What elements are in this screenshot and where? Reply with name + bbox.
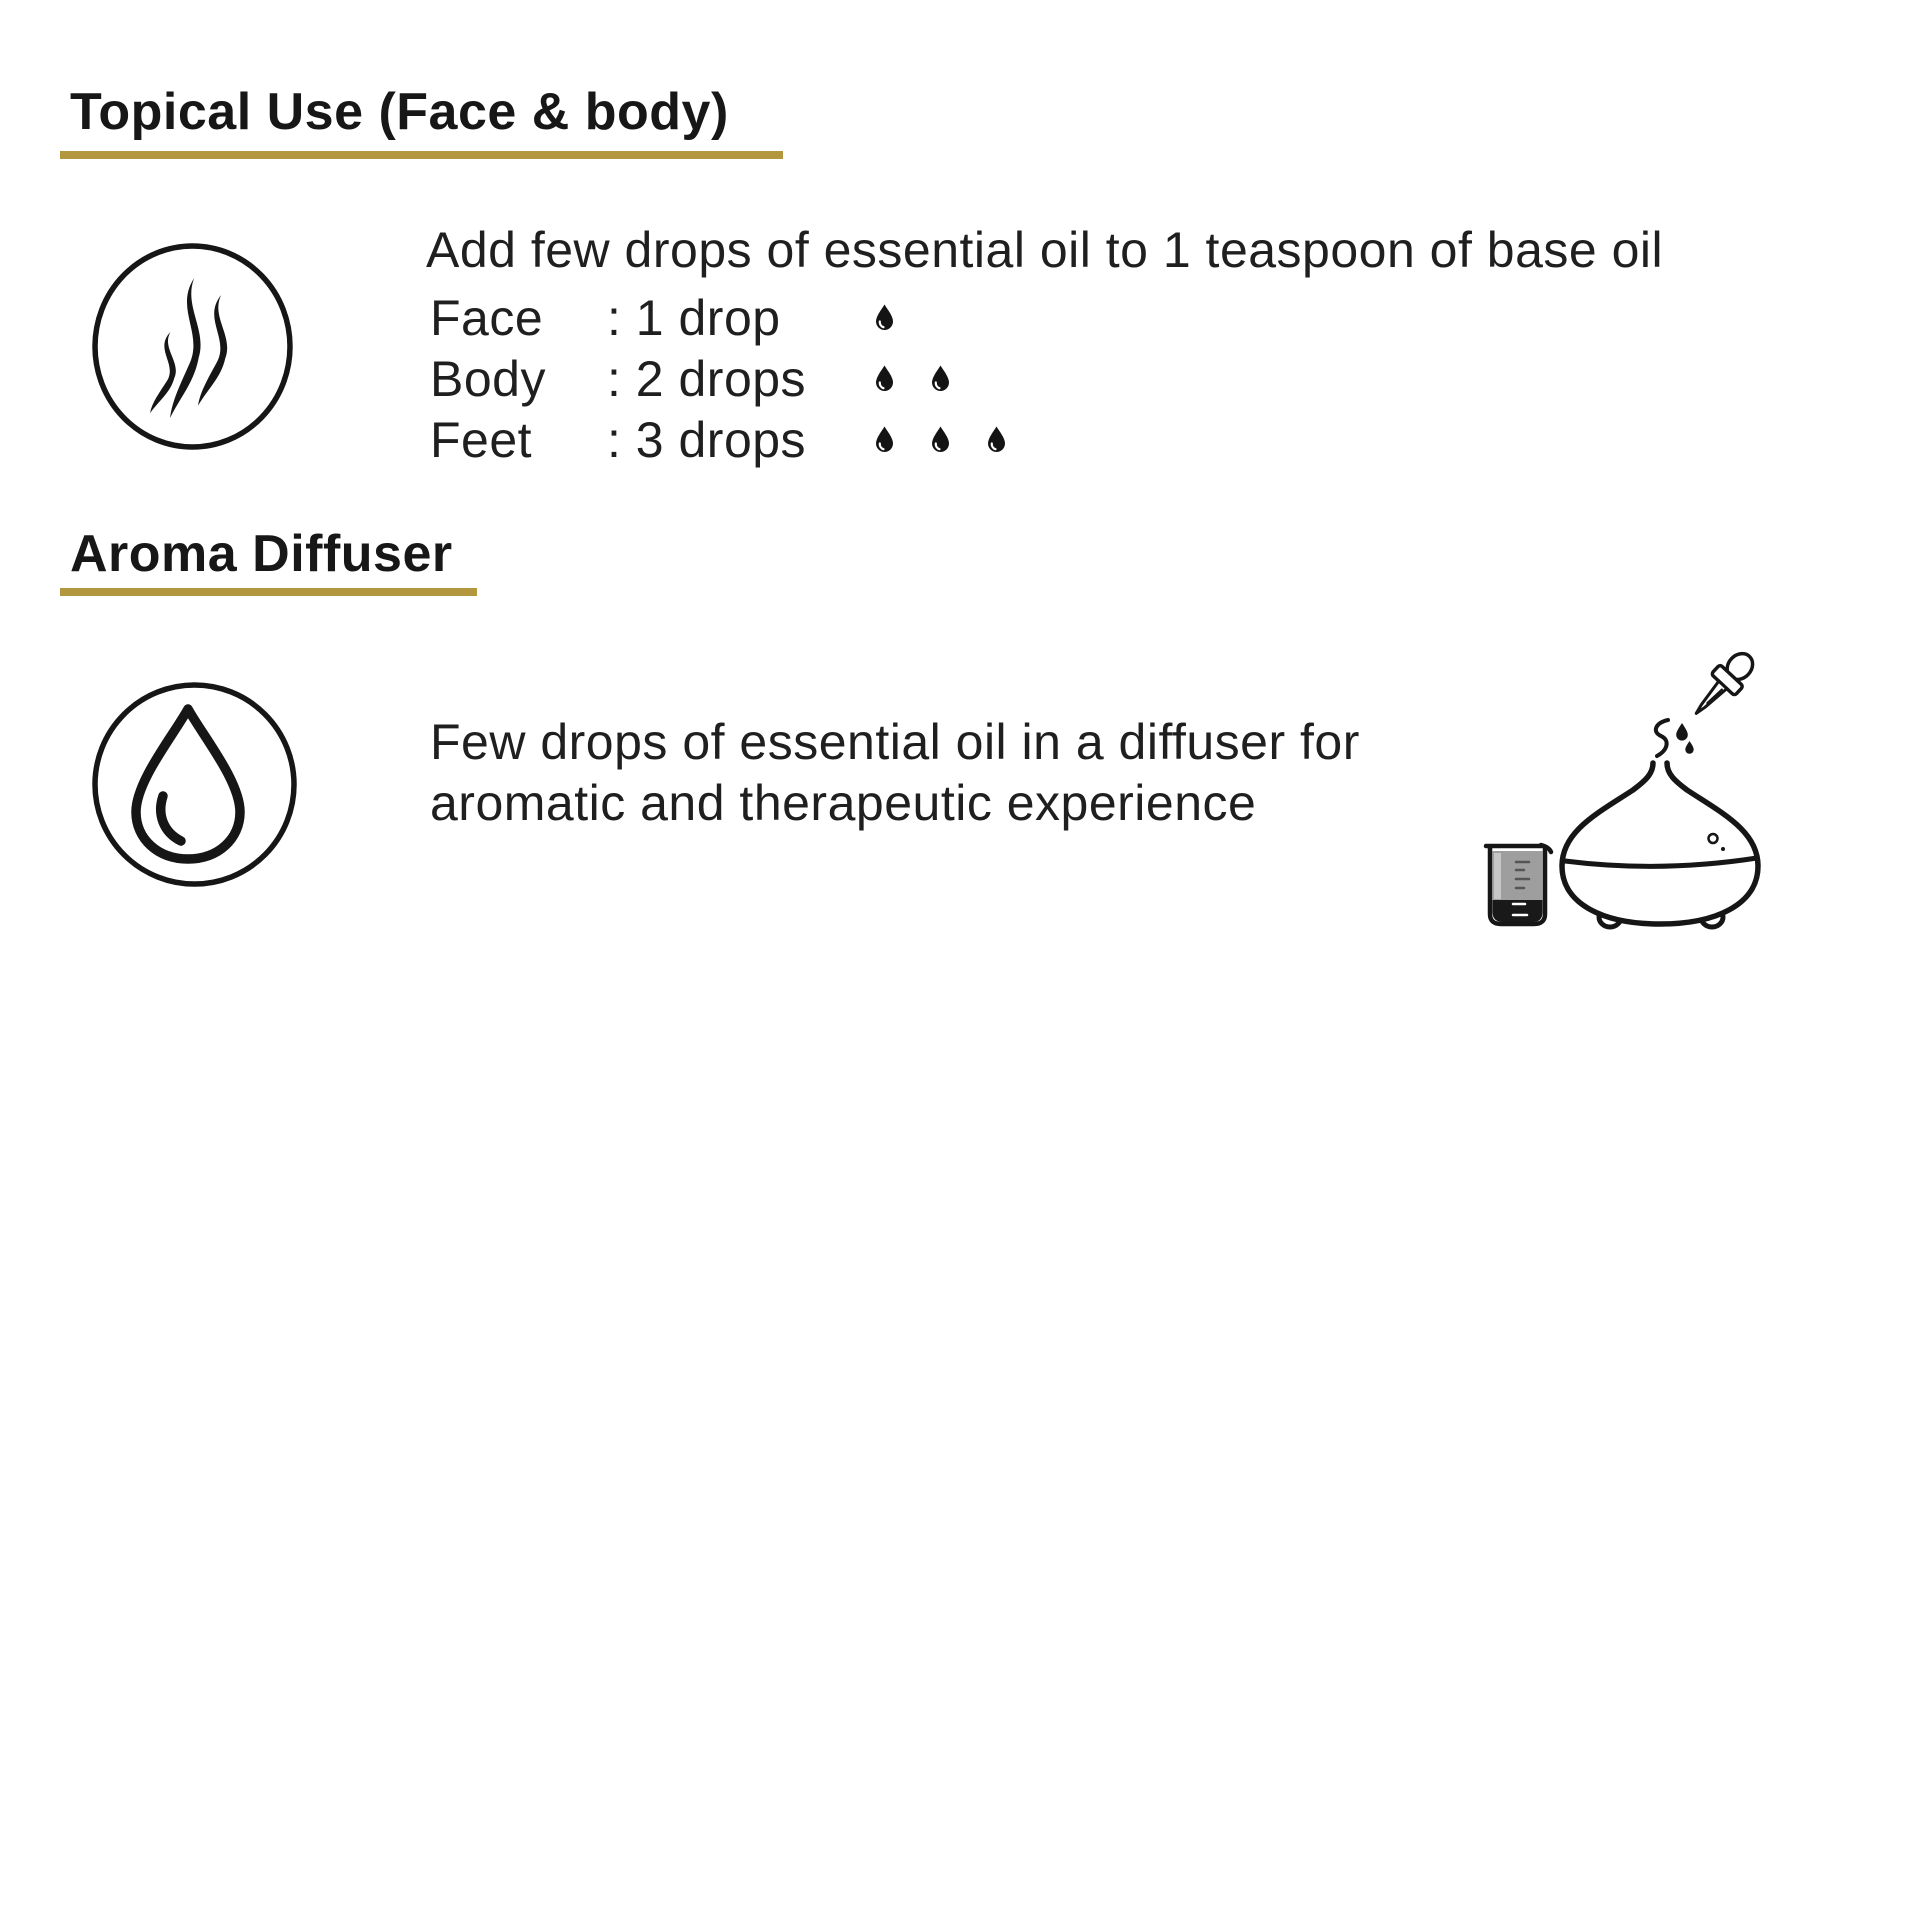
droplet-icon (875, 426, 894, 453)
dosage-label: Face (430, 289, 544, 346)
falling-drop (1685, 741, 1693, 754)
dosage-row-body (430, 348, 1006, 409)
dosage-value: : 1 drop (607, 289, 781, 346)
diffuser-description (430, 712, 1360, 834)
dosage-row-face (430, 287, 1006, 348)
steam-waves (150, 278, 227, 418)
diffuser-body (1562, 763, 1758, 924)
droplet-icon (931, 365, 950, 392)
droplet-group (875, 365, 950, 392)
droplet-icon (987, 426, 1006, 453)
topical-use-heading: Topical Use (Face & body) (70, 83, 729, 141)
dosage-value: : 3 drops (607, 411, 807, 468)
steam-waves-icon (92, 243, 293, 450)
droplet-group (875, 426, 1006, 453)
beaker (1486, 845, 1551, 924)
gold-underline (60, 588, 477, 596)
falling-drop (1676, 723, 1688, 741)
droplet-icon (931, 426, 950, 453)
dosage-label: Feet (430, 411, 533, 468)
power-dot (1721, 847, 1725, 851)
droplet-group (875, 304, 894, 331)
diffuser-description-line1: Few drops of essential oil in a diffuser for (430, 714, 1360, 770)
dosage-table (430, 287, 1006, 470)
mist-squiggle (1656, 720, 1668, 756)
droplet-icon (875, 365, 894, 392)
aroma-diffuser-heading: Aroma Diffuser (70, 525, 453, 583)
water-drop-icon (92, 682, 297, 887)
gold-underline (60, 151, 783, 159)
dosage-value: : 2 drops (607, 350, 807, 407)
dropper-diffuser-beaker-illustration (1450, 618, 1850, 958)
topical-intro-text: Add few drops of essential oil to 1 teaspoon of base oil (426, 222, 1664, 278)
dosage-row-feet (430, 409, 1006, 470)
diffuser-description-line2: aromatic and therapeutic experience (430, 775, 1257, 831)
droplet-icon (875, 304, 894, 331)
dropper-icon (1685, 645, 1762, 724)
dosage-label: Body (430, 350, 546, 407)
